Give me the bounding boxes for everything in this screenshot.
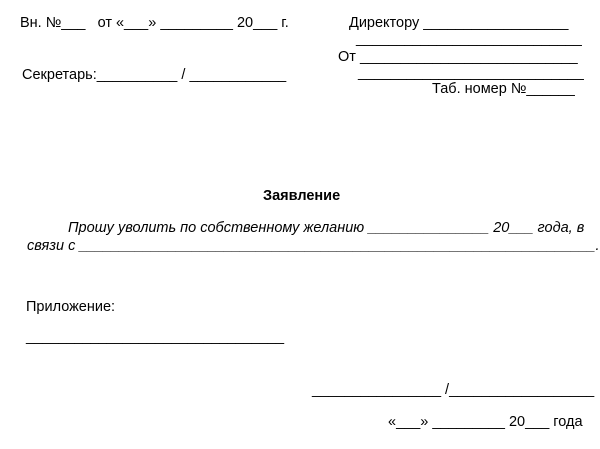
registration-number-line: Вн. №___ от «___» _________ 20___ г. — [20, 15, 289, 31]
document-title: Заявление — [263, 188, 341, 204]
date-line: «___» _________ 20___ года — [388, 414, 583, 430]
request-text-line-1: Прошу уволить по собственному желанию _______________ 20___ года, в — [68, 220, 585, 236]
from-line: От ___________________________ — [338, 49, 578, 65]
attachment-label: Приложение: — [26, 299, 116, 315]
signature-line: ________________ /__________________ — [312, 382, 595, 398]
secretary-line: Секретарь:__________ / ____________ — [22, 67, 287, 83]
tab-number-line: Таб. номер №______ — [432, 81, 575, 97]
from-blank-line: ____________________________ — [358, 65, 584, 81]
director-blank-line: ____________________________ — [356, 31, 582, 47]
attachment-blank-line: ________________________________ — [26, 329, 285, 345]
request-text-line-2: связи с ________________________________________________________________. — [27, 238, 600, 254]
director-line: Директору __________________ — [349, 15, 569, 31]
